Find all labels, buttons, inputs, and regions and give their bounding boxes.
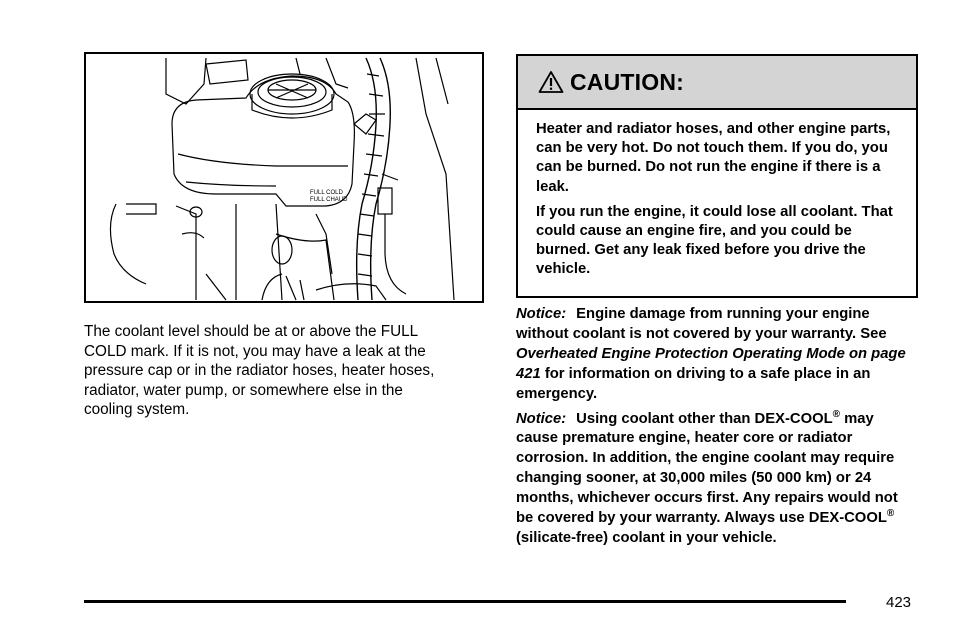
coolant-reservoir-illustration <box>86 54 482 301</box>
engine-illustration-frame <box>84 52 484 303</box>
notice-2-text-b: may cause premature engine, heater core or radiator corrosion. In addition, the engine coolant may require changing sooner, at 30,000 miles (50 000 km) or 24 months, whichever occurs first. Any repairs would not be covered by your warranty. Always use DEX-COOL <box>516 410 898 527</box>
fill-mark-label: FULL COLD <box>310 190 343 196</box>
notice-1-reference-link[interactable]: Overheated Engine Protection Operating Mode on page 421 <box>516 345 906 382</box>
notices-section <box>516 305 916 554</box>
notice-1-text-a: Engine damage from running your engine without coolant is not covered by your warranty. See <box>516 306 887 342</box>
registered-mark: ® <box>832 408 841 420</box>
caution-paragraph-2: If you run the engine, it could lose all coolant. That could cause an engine fire, and you could be burned. Get any leak fixed before you drive the vehicle. <box>536 203 893 278</box>
footer-rule <box>84 600 846 603</box>
notice-2-text-a: Using coolant other than DEX-COOL <box>576 410 833 427</box>
notice-2-text-c: (silicate-free) coolant in your vehicle. <box>516 529 777 546</box>
caution-title: CAUTION: <box>570 68 685 95</box>
page-number: 423 <box>886 594 912 611</box>
notice-1 <box>516 305 916 405</box>
registered-mark-2: ® <box>886 508 895 520</box>
notice-1-text-b: for information on driving to a safe place in an emergency. <box>516 365 871 402</box>
fill-mark-label-2: FULL CHAUD <box>310 197 348 203</box>
caution-box <box>516 54 918 298</box>
caution-header <box>518 56 916 110</box>
notice-2 <box>516 410 916 549</box>
caution-paragraph-1: Heater and radiator hoses, and other engine parts, can be very hot. Do not touch them. If you do, you can be burned. Do not run the engine if there is a leak. <box>536 121 891 195</box>
engine-bracket-line <box>166 58 206 104</box>
notice-2-label: Notice: <box>516 410 567 427</box>
caution-body <box>518 110 916 280</box>
warning-triangle-icon <box>538 70 564 94</box>
notice-1-label: Notice: <box>516 306 567 322</box>
coolant-level-paragraph: The coolant level should be at or above the FULL COLD mark. If it is not, you may have a leak at the pressure cap or in the radiator hoses, heater hoses, radiator, water pump, or somewhere else in the cooling system. <box>84 323 435 419</box>
